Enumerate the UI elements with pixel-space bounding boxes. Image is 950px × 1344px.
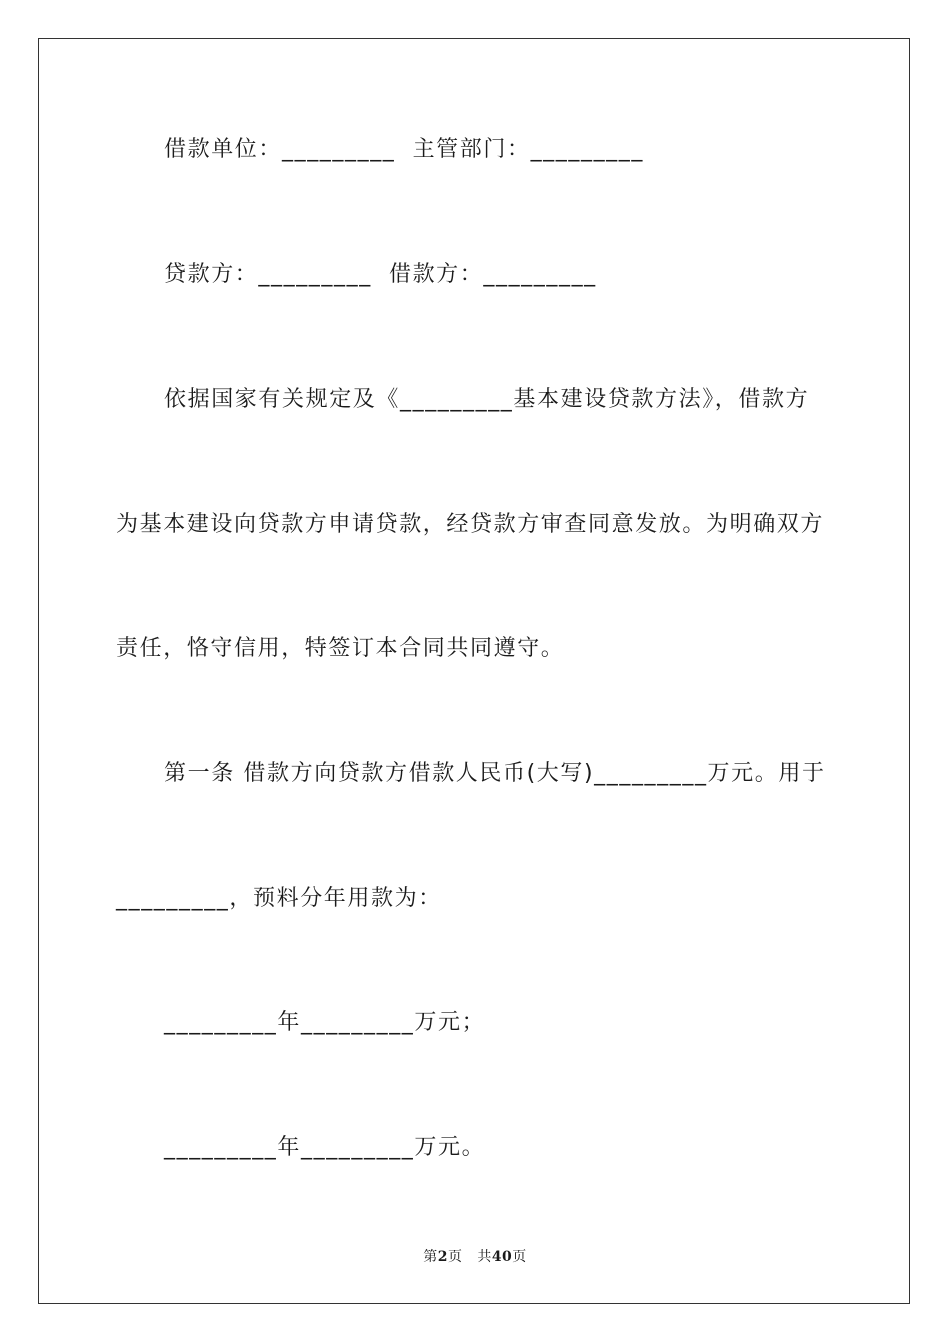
preamble-line-1: 依据国家有关规定及《_________基本建设贷款方法》，借款方 bbox=[164, 387, 810, 412]
page-suffix: 页 bbox=[447, 1249, 463, 1265]
article-one-line-1: 第一条 借款方向贷款方借款人民币(大写)_________万元。用于 bbox=[164, 761, 826, 786]
article-one-line-2: _________，预料分年用款为： bbox=[116, 886, 442, 911]
total-prefix: 共 bbox=[477, 1249, 492, 1265]
annual-usage-line-1: _________年_________万元； bbox=[164, 1010, 486, 1035]
page-footer bbox=[0, 1246, 950, 1266]
total-suffix: 页 bbox=[512, 1249, 527, 1265]
preamble-line-3: 责任，恪守信用，特签订本合同共同遵守。 bbox=[116, 636, 565, 661]
page-number: 2 bbox=[437, 1249, 448, 1265]
page-border bbox=[38, 38, 910, 1304]
page-prefix: 第 bbox=[423, 1249, 438, 1265]
lender-borrower-line: 贷款方：_________ 借款方：_________ bbox=[164, 262, 597, 287]
total-pages: 40 bbox=[491, 1249, 513, 1265]
borrower-unit-line: 借款单位：_________ 主管部门：_________ bbox=[164, 137, 644, 162]
preamble-line-2: 为基本建设向贷款方申请贷款，经贷款方审查同意发放。为明确双方 bbox=[116, 512, 825, 537]
annual-usage-line-2: _________年_________万元。 bbox=[164, 1135, 486, 1160]
